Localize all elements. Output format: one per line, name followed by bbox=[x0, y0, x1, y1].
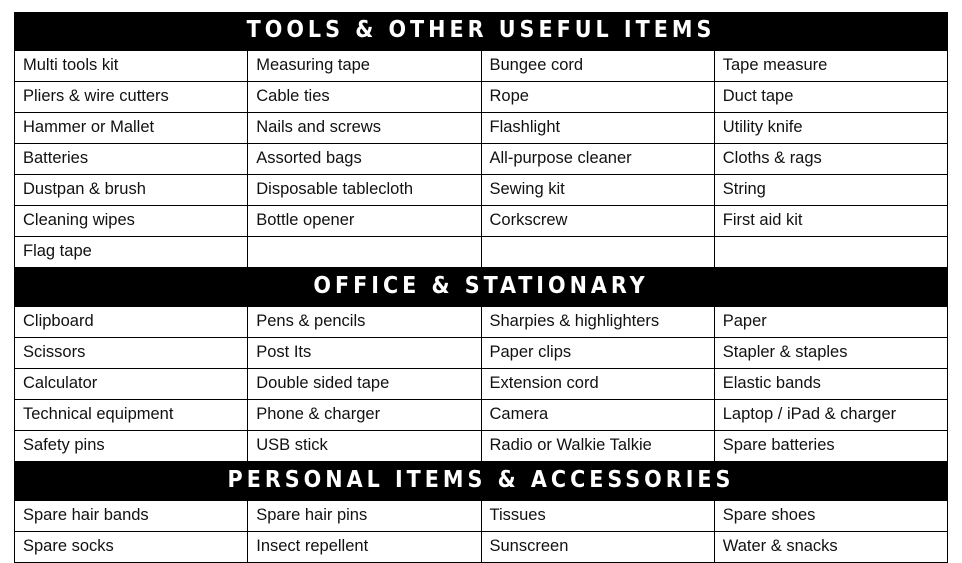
list-item: Radio or Walkie Talkie bbox=[481, 431, 714, 462]
list-item: Flashlight bbox=[481, 113, 714, 144]
table-row bbox=[15, 82, 948, 113]
list-item: Stapler & staples bbox=[714, 338, 947, 369]
list-item: Pens & pencils bbox=[248, 307, 481, 338]
table-row bbox=[15, 144, 948, 175]
list-item: Post Its bbox=[248, 338, 481, 369]
list-item: Water & snacks bbox=[714, 532, 947, 563]
table-row bbox=[15, 113, 948, 144]
list-item: Bungee cord bbox=[481, 51, 714, 82]
list-item: Elastic bands bbox=[714, 369, 947, 400]
table-row bbox=[15, 532, 948, 563]
section-office bbox=[14, 268, 948, 462]
list-item-empty bbox=[248, 237, 481, 268]
list-item: Calculator bbox=[15, 369, 248, 400]
list-item: Spare hair bands bbox=[15, 501, 248, 532]
list-item: Nails and screws bbox=[248, 113, 481, 144]
list-item: Rope bbox=[481, 82, 714, 113]
list-item: Tape measure bbox=[714, 51, 947, 82]
list-item: Cleaning wipes bbox=[15, 206, 248, 237]
list-item: Utility knife bbox=[714, 113, 947, 144]
list-item: Assorted bags bbox=[248, 144, 481, 175]
table-row bbox=[15, 369, 948, 400]
list-item-empty bbox=[481, 237, 714, 268]
list-item: Phone & charger bbox=[248, 400, 481, 431]
list-item: Measuring tape bbox=[248, 51, 481, 82]
section-title-personal: PERSONAL ITEMS & ACCESSORIES bbox=[14, 462, 948, 500]
list-item: Extension cord bbox=[481, 369, 714, 400]
list-item: Batteries bbox=[15, 144, 248, 175]
list-item: Scissors bbox=[15, 338, 248, 369]
section-personal bbox=[14, 462, 948, 563]
list-item: USB stick bbox=[248, 431, 481, 462]
list-item: Multi tools kit bbox=[15, 51, 248, 82]
list-item: Technical equipment bbox=[15, 400, 248, 431]
table-row bbox=[15, 501, 948, 532]
list-item: Tissues bbox=[481, 501, 714, 532]
list-item: Dustpan & brush bbox=[15, 175, 248, 206]
list-item: Duct tape bbox=[714, 82, 947, 113]
list-item: Sunscreen bbox=[481, 532, 714, 563]
list-item: Insect repellent bbox=[248, 532, 481, 563]
table-row bbox=[15, 175, 948, 206]
list-item: Bottle opener bbox=[248, 206, 481, 237]
list-item: Spare shoes bbox=[714, 501, 947, 532]
table-row bbox=[15, 206, 948, 237]
list-item: Cable ties bbox=[248, 82, 481, 113]
list-item: Spare hair pins bbox=[248, 501, 481, 532]
list-item: Cloths & rags bbox=[714, 144, 947, 175]
table-row bbox=[15, 237, 948, 268]
list-item: Clipboard bbox=[15, 307, 248, 338]
list-item: Spare socks bbox=[15, 532, 248, 563]
table-row bbox=[15, 338, 948, 369]
list-item: First aid kit bbox=[714, 206, 947, 237]
list-item: Safety pins bbox=[15, 431, 248, 462]
list-item: Disposable tablecloth bbox=[248, 175, 481, 206]
list-item: Spare batteries bbox=[714, 431, 947, 462]
list-item: Pliers & wire cutters bbox=[15, 82, 248, 113]
section-table-tools bbox=[14, 50, 948, 268]
list-item: Sewing kit bbox=[481, 175, 714, 206]
list-item: Paper bbox=[714, 307, 947, 338]
section-title-tools: TOOLS & OTHER USEFUL ITEMS bbox=[14, 12, 948, 50]
list-item: Flag tape bbox=[15, 237, 248, 268]
list-item: String bbox=[714, 175, 947, 206]
section-table-office bbox=[14, 306, 948, 462]
section-tools bbox=[14, 12, 948, 268]
section-table-personal bbox=[14, 500, 948, 563]
list-item: Corkscrew bbox=[481, 206, 714, 237]
list-item: All-purpose cleaner bbox=[481, 144, 714, 175]
section-title-office: OFFICE & STATIONARY bbox=[14, 268, 948, 306]
list-item-empty bbox=[714, 237, 947, 268]
list-item: Double sided tape bbox=[248, 369, 481, 400]
list-item: Hammer or Mallet bbox=[15, 113, 248, 144]
list-item: Sharpies & highlighters bbox=[481, 307, 714, 338]
list-item: Paper clips bbox=[481, 338, 714, 369]
table-row bbox=[15, 431, 948, 462]
table-row bbox=[15, 307, 948, 338]
table-row bbox=[15, 51, 948, 82]
list-item: Camera bbox=[481, 400, 714, 431]
table-row bbox=[15, 400, 948, 431]
list-item: Laptop / iPad & charger bbox=[714, 400, 947, 431]
